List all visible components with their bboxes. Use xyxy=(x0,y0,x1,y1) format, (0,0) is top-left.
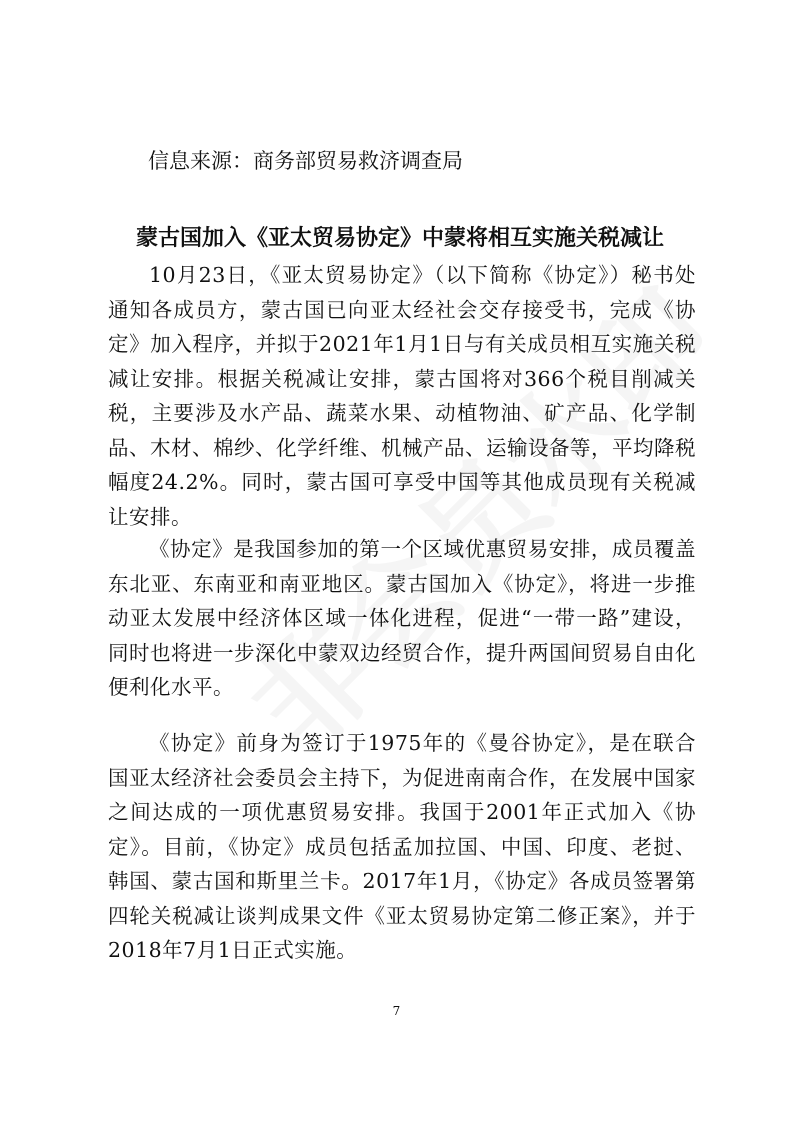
article-paragraph-3: 《协定》前身为签订于1975年的《曼谷协定》，是在联合国亚太经济社会委员会主持下，为促进南南合作，在发展中国家之间达成的一项优惠贸易安排。我国于2001年正式加入《协定》。目前，《协定》成员包括孟加拉国、中国、印度、老挝、韩国、蒙古国和斯里兰卡。2017年1月，《协定》各成员签署第四轮关税减让谈判成果文件《亚太贸易协定第二修正案》，并于2018年7月1日正式实施。 xyxy=(108,731,696,962)
page-number: 7 xyxy=(392,1004,401,1018)
article-paragraph-1: 10月23日，《亚太贸易协定》（以下简称《协定》）秘书处通知各成员方，蒙古国已向亚太经社会交存接受书，完成《协定》加入程序，并拟于2021年1月1日与有关成员相互实施关税减让安排。根据关税减让安排，蒙古国将对366个税目削减关税，主要涉及水产品、蔬菜水果、动植物油、矿产品、化学制品、木材、棉纱、化学纤维、机械产品、运输设备等，平均降税幅度24.2%。同时，蒙古国可享受中国等其他成员现有关税减让安排。 xyxy=(108,263,696,529)
article-title: 蒙古国加入《亚太贸易协定》中蒙将相互实施关税减让 xyxy=(135,225,664,251)
source-line: 信息来源：商务部贸易救济调查局 xyxy=(148,149,463,173)
article-paragraph-2: 《协定》是我国参加的第一个区域优惠贸易安排，成员覆盖东北亚、东南亚和南亚地区。蒙古国加入《协定》，将进一步推动亚太发展中经济体区域一体化进程，促进“一带一路”建设，同时也将进一步深化中蒙双边经贸合作，提升两国间贸易自由化便利化水平。 xyxy=(108,537,696,699)
